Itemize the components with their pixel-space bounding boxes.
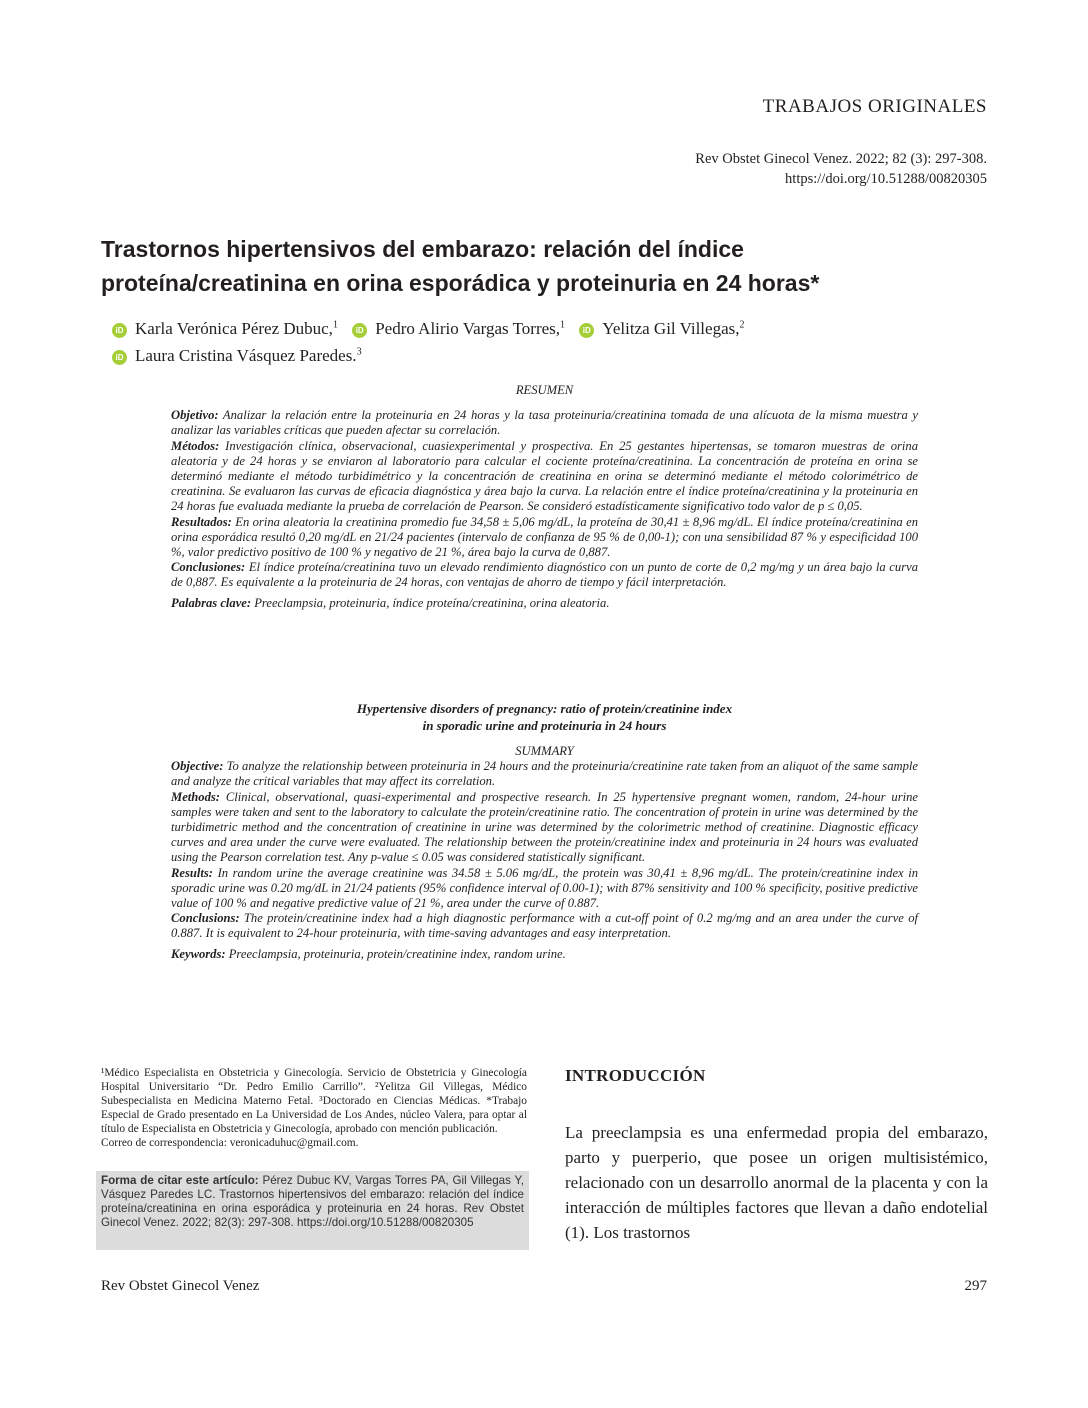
author-affiliation: 2 <box>739 319 745 331</box>
title-line-2: proteína/creatinina en orina esporádica y proteinuria en 24 horas* <box>101 270 820 296</box>
intro-heading: INTRODUCCIÓN <box>565 1066 706 1085</box>
summary-heading: SUMMARY <box>515 744 574 758</box>
summary-results: Results: In random urine the average creatinine was 34.58 ± 5.06 mg/dL, the protein was 30,41 ± 8,96 mg/dL. The protein/creatinine index in sporadic urine was 0.20 mg/dL in 21/24 patients (95% confidence interval of 0.00-1); with 87% sensitivity and 100 % specificity, positive predictive value of 100 % and negative predictive value of 21 %, area under the curve of 0.887. <box>171 865 918 911</box>
citation-block <box>695 149 987 189</box>
resumen-resultados: Resultados: En orina aleatoria la creatinina promedio fue 34,58 ± 5,06 mg/dL, la proteína de 30,41 ± 8,96 mg/dL. El índice proteína/creatinina en orina esporádica resultó 0,20 mg/dL en 21/24 pacientes (intervalo de confianza de 95 % de 0,00-1); con una sensibilidad 87 % y especificidad 100 %, valor predictivo positivo de 100 % y negativo de 21 %, área bajo la curva de 0,887. <box>171 514 918 560</box>
orcid-icon[interactable]: iD <box>112 350 127 365</box>
english-title: Hypertensive disorders of pregnancy: ratio of protein/creatinine index in sporadic urine and proteinuria in 24 hours <box>356 701 733 733</box>
page-number: 297 <box>964 1278 987 1294</box>
affiliation-footnote <box>101 1066 527 1150</box>
author-name: Yelitza Gil Villegas, <box>602 319 740 338</box>
methods-label: Methods: <box>171 789 220 804</box>
summary-objective: Objective: To analyze the relationship between proteinuria in 24 hours and the proteinuria/creatinine rate taken from an aliquot of the same sample and analyze the critical variables that may affect its correlation. <box>171 759 918 789</box>
resultados-label: Resultados: <box>171 514 232 529</box>
cite-label: Forma de citar este artículo: <box>101 1174 259 1187</box>
journal-citation: Rev Obstet Ginecol Venez. 2022; 82 (3): 297-308. <box>695 151 987 167</box>
author-item <box>352 315 565 342</box>
orcid-icon[interactable]: iD <box>112 323 127 338</box>
orcid-icon[interactable]: iD <box>352 323 367 338</box>
author-name: Laura Cristina Vásquez Paredes. <box>135 346 357 365</box>
footer-journal: Rev Obstet Ginecol Venez <box>101 1278 260 1294</box>
results-label: Results: <box>171 865 213 880</box>
author-item <box>112 315 338 342</box>
orcid-icon[interactable]: iD <box>579 323 594 338</box>
author-item <box>579 315 744 342</box>
author-affiliation: 1 <box>332 319 338 331</box>
metodos-label: Métodos: <box>171 438 220 453</box>
objective-label: Objective: <box>171 759 224 774</box>
resumen-objetivo: Objetivo: Analizar la relación entre la proteinuria en 24 horas y la tasa proteinuria/creatinina tomada de una alícuota de la misma muestra y analizar las variables críticas que pueden afectar su correlación. <box>171 408 918 438</box>
abstract-spanish <box>171 383 918 611</box>
intro-paragraph: La preeclampsia es una enfermedad propia del embarazo, parto y puerperio, que posee un origen multisistémico, relacionado con un desarrollo anormal de la placenta y con la interacción de múltiples factores que llevan a daño endotelial (1). Los trastornos <box>565 1123 988 1242</box>
objetivo-label: Objetivo: <box>171 408 219 423</box>
cite-text: Pérez Dubuc KV, Vargas Torres PA, Gil Villegas Y, Vásquez Paredes LC. Trastornos hipertensivos del embarazo: relación del índice proteína/creatinina en orina esporádica y proteinuria en 24 horas. Rev Obstet Ginecol Venez. 2022; 82(3): 297-308. https://doi.org/10.51288/00820305 <box>101 1174 524 1229</box>
author-list <box>112 315 992 369</box>
how-to-cite-box <box>96 1171 529 1250</box>
resumen-conclusiones: Conclusiones: El índice proteína/creatinina tuvo un elevado rendimiento diagnóstico con un punto de corte de 0,2 mg/mg y un área bajo la curva de 0,887. Es equivalente a la proteinuria de 24 horas, con ventajas de ahorro de tiempo y fácil interpretación. <box>171 560 918 590</box>
author-affiliation: 3 <box>356 346 362 358</box>
correspondence-email[interactable]: Correo de correspondencia: veronicaduhuc@gmail.com. <box>101 1137 359 1149</box>
resumen-metodos: Métodos: Investigación clínica, observacional, cuasiexperimental y prospectiva. En 25 gestantes hipertensas, se tomaron muestras de orina aleatoria y de 24 horas y se enviaron al laboratorio para calcular el cociente proteína/creatinina. La concentración de proteína en orina se determinó mediante el método turbidimétrico y la concentración de creatinina en orina se determinó mediante el método colorimétrico de creatinina. Se evaluaron las curvas de eficacia diagnóstica y área bajo la curva. La relación entre el índice proteína/creatinina y la proteinuria en 24 horas fue evaluada mediante la prueba de correlación de Pearson. Se consideró estadísticamente significativo todo valor de p ≤ 0,05. <box>171 438 918 514</box>
author-name: Pedro Alirio Vargas Torres, <box>375 319 561 338</box>
keywords-label: Keywords: <box>171 946 226 961</box>
resumen-palabras-clave: Palabras clave: Preeclampsia, proteinuria, índice proteína/creatinina, orina aleatoria. <box>171 595 610 610</box>
conclusions-label: Conclusions: <box>171 911 240 926</box>
summary-conclusions: Conclusions: The protein/creatinine index had a high diagnostic performance with a cut-off point of 0.2 mg/mg and an area under the curve of 0.887. It is equivalent to 24-hour proteinuria, with time-saving advantages and easy interpretation. <box>171 911 918 941</box>
palabras-label: Palabras clave: <box>171 595 252 610</box>
abstract-english <box>171 700 918 962</box>
section-label: TRABAJOS ORIGINALES <box>762 96 987 117</box>
author-affiliation: 1 <box>560 319 566 331</box>
affiliations-text: ¹Médico Especialista en Obstetricia y Ginecología. Servicio de Obstetricia y Ginecología Hospital Universitario “Dr. Pedro Emilio Carrillo”. ²Yelitza Gil Villegas, Médico Subespecialista en Medicina Materno Fetal. ³Doctorado en Ciencias Médicas. *Trabajo Especial de Grado presentado en La Universidad de Los Andes, núcleo Valera, para optar al título de Especialista en Obstetricia y Ginecología, aprobado con mención publicación. <box>101 1067 527 1135</box>
title-line-1: Trastornos hipertensivos del embarazo: relación del índice <box>101 236 744 262</box>
doi-link[interactable]: https://doi.org/10.51288/00820305 <box>785 171 987 187</box>
summary-keywords: Keywords: Preeclampsia, proteinuria, protein/creatinine index, random urine. <box>171 946 566 961</box>
resumen-heading: RESUMEN <box>515 383 574 397</box>
article-title <box>101 232 1001 300</box>
conclusiones-label: Conclusiones: <box>171 560 246 575</box>
summary-methods: Methods: Clinical, observational, quasi-experimental and prospective research. In 25 hypertensive pregnant women, random, 24-hour urine samples were taken and sent to the laboratory to calculate the protein/creatinine ratio. The concentration of protein in urine was determined by the turbidimetric method and the concentration of creatinine in urine was determined by the colorimetric method of creatinine. Diagnostic efficacy curves and area under the curve were evaluated. The relationship between the protein/creatinine index and proteinuria in 24 hours was evaluated using the Pearson correlation test. Any p-value ≤ 0.05 was considered statistically significant. <box>171 789 918 865</box>
author-name: Karla Verónica Pérez Dubuc, <box>135 319 333 338</box>
author-item <box>112 342 362 369</box>
